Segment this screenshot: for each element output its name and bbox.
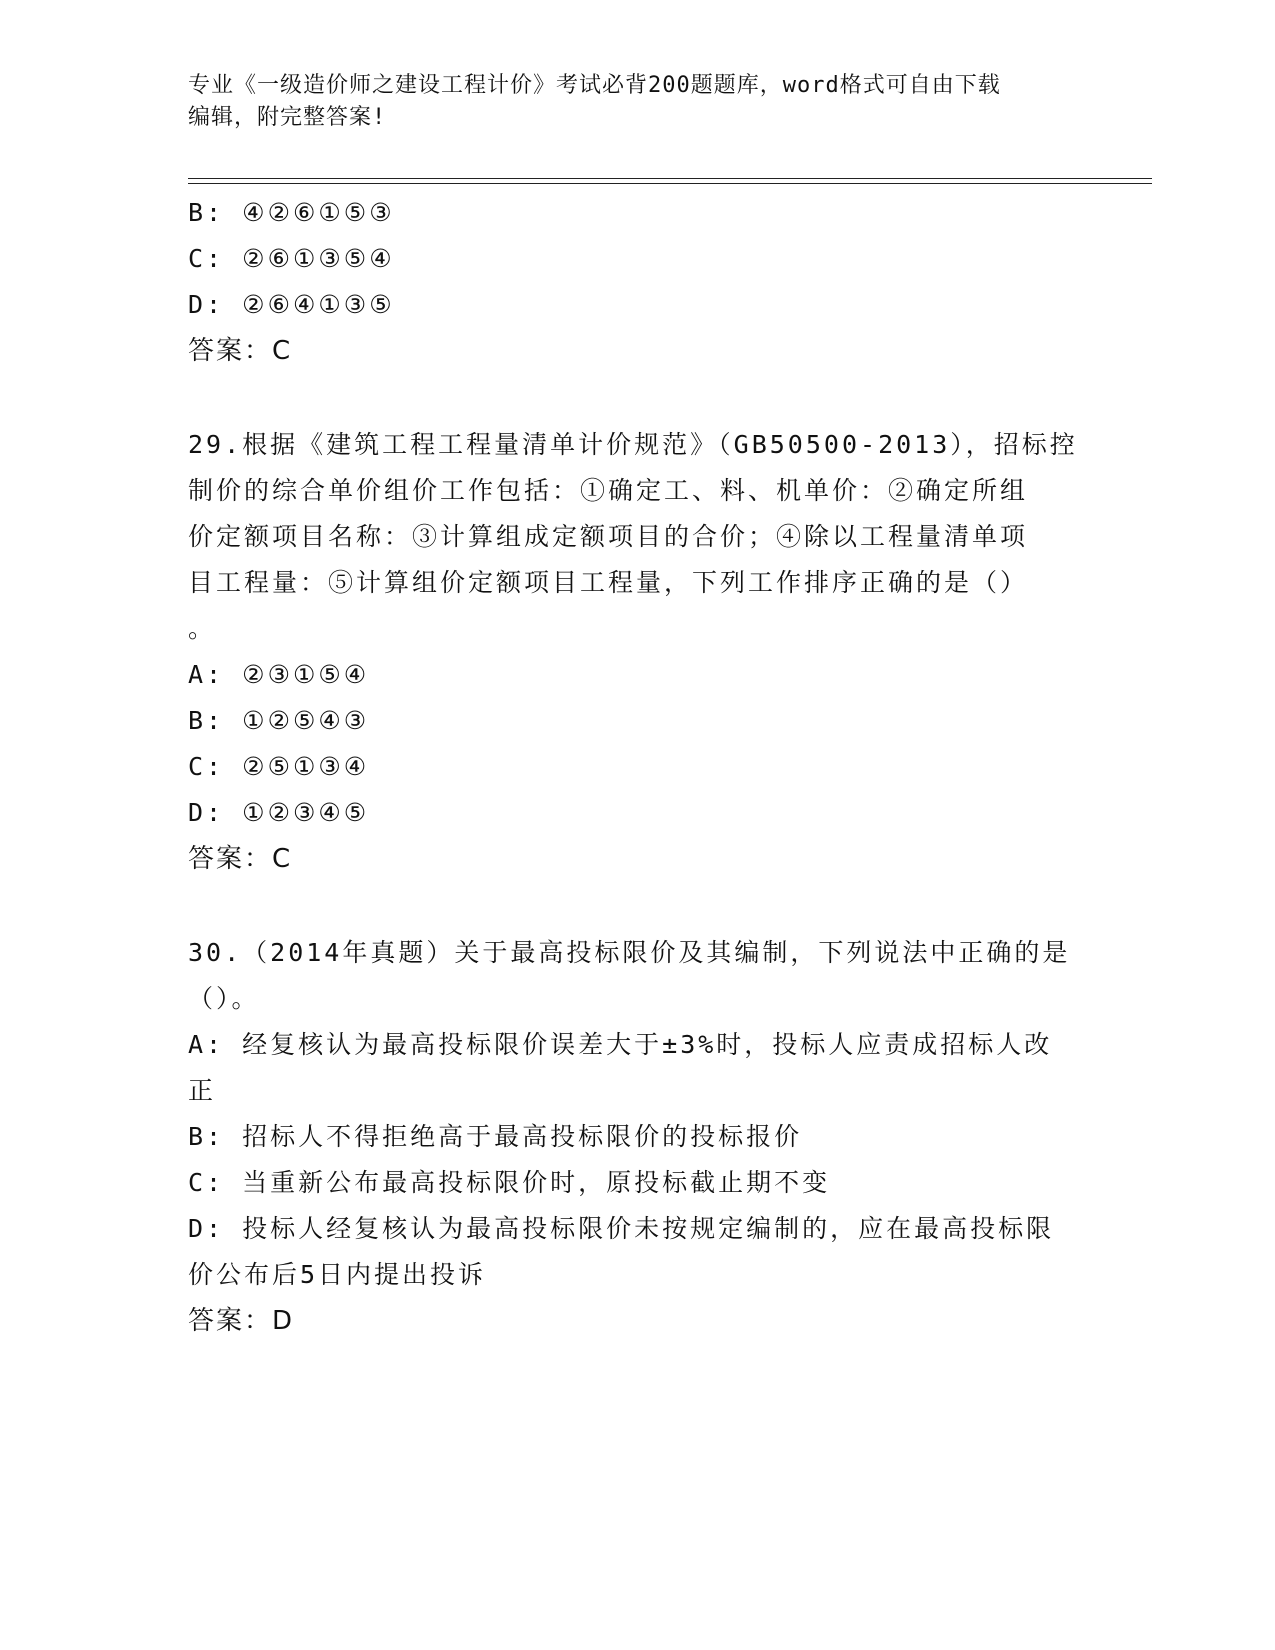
spacer bbox=[188, 882, 1088, 930]
question-text-line: 目工程量：⑤计算组价定额项目工程量，下列工作排序正确的是（） bbox=[188, 568, 1029, 597]
option-d-continued: 价公布后5日内提出投诉 bbox=[188, 1260, 487, 1289]
question-text-line: 价定额项目名称：③计算组成定额项目的合价；④除以工程量清单项 bbox=[188, 522, 1029, 551]
option-d: D: 投标人经复核认为最高投标限价未按规定编制的，应在最高投标限 bbox=[188, 1214, 1055, 1243]
answer: 答案：D bbox=[188, 1306, 295, 1336]
option-a-continued: 正 bbox=[188, 1076, 217, 1105]
answer: 答案：C bbox=[188, 336, 293, 366]
question-30 bbox=[188, 930, 1088, 1344]
document-header bbox=[188, 70, 1068, 134]
document-body bbox=[188, 190, 1088, 1344]
option-a: A: ②③①⑤④ bbox=[188, 660, 370, 689]
question-text-line: （）。 bbox=[188, 984, 260, 1013]
question-28 bbox=[188, 190, 1088, 374]
question-29 bbox=[188, 422, 1088, 882]
option-b: B: ①②⑤④③ bbox=[188, 706, 370, 735]
option-c: C: ②⑤①③④ bbox=[188, 752, 370, 781]
option-c: C: 当重新公布最高投标限价时，原投标截止期不变 bbox=[188, 1168, 831, 1197]
question-text-line: 。 bbox=[188, 614, 217, 643]
option-d: D: ②⑥④①③⑤ bbox=[188, 290, 395, 319]
option-d: D: ①②③④⑤ bbox=[188, 798, 370, 827]
header-line-2: 编辑，附完整答案! bbox=[188, 105, 387, 130]
header-line-1: 专业《一级造价师之建设工程计价》考试必背200题题库，word格式可自由下载 bbox=[188, 73, 1001, 98]
header-divider-bottom bbox=[188, 183, 1152, 184]
option-a: A: 经复核认为最高投标限价误差大于±3%时，投标人应责成招标人改 bbox=[188, 1030, 1053, 1059]
option-b: B: ④②⑥①⑤③ bbox=[188, 198, 395, 227]
question-text-line: 30.（2014年真题）关于最高投标限价及其编制，下列说法中正确的是 bbox=[188, 938, 1071, 967]
option-c: C: ②⑥①③⑤④ bbox=[188, 244, 395, 273]
option-b: B: 招标人不得拒绝高于最高投标限价的投标报价 bbox=[188, 1122, 803, 1151]
question-text-line: 制价的综合单价组价工作包括：①确定工、料、机单价：②确定所组 bbox=[188, 476, 1029, 505]
header-divider-top bbox=[188, 178, 1152, 179]
question-text-line: 29.根据《建筑工程工程量清单计价规范》（GB50500-2013），招标控 bbox=[188, 430, 1078, 459]
spacer bbox=[188, 374, 1088, 422]
answer: 答案：C bbox=[188, 844, 293, 874]
